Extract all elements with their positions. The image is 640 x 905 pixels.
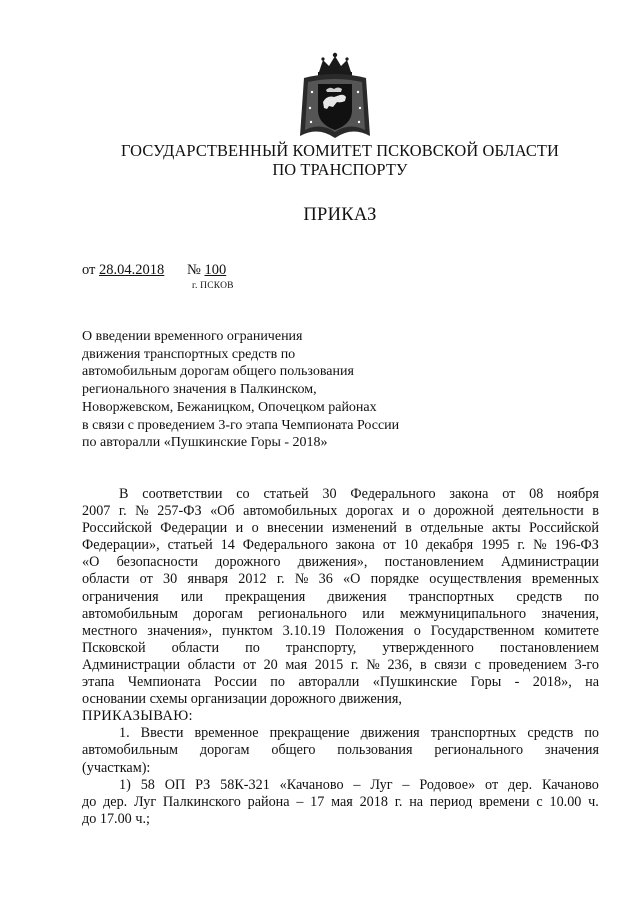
word: «Пушкинские (372, 674, 458, 691)
word: Администрации (500, 554, 599, 571)
word: 10 (403, 537, 418, 554)
organization-name-line2: ПО ТРАНСПОРТУ (272, 160, 408, 179)
word: внесении (267, 520, 324, 537)
word: г. (517, 537, 526, 554)
word: Псковской (82, 639, 146, 656)
word: Луг (370, 776, 393, 793)
word: 2018», (532, 674, 572, 691)
word: транспортных (408, 588, 495, 605)
subject-line: движения транспортных средств по (82, 346, 296, 362)
word: и (402, 503, 410, 520)
text-line (82, 589, 599, 606)
order-number (187, 262, 226, 279)
subject-line: Новоржевском, Бежаницком, Опочецком районах (82, 399, 377, 415)
city-label: г. ПСКОВ (192, 281, 234, 291)
text-line: (участкам): (82, 759, 151, 776)
word: Российской (529, 520, 599, 537)
word: г. (350, 656, 359, 673)
word: движения (327, 588, 387, 605)
word: в (405, 520, 412, 537)
word: проведением (488, 656, 567, 673)
preamble-paragraph (82, 486, 599, 708)
text-line (82, 606, 599, 623)
word: период (429, 793, 473, 810)
word: порядке (370, 571, 419, 588)
word: автомобильным (82, 742, 179, 759)
word: или (180, 588, 203, 605)
word: дорогам (193, 605, 243, 622)
word: безопасности (116, 554, 198, 571)
word: декабря (425, 537, 474, 554)
word: прекращение (269, 725, 350, 742)
subject-line: О введении временного ограничения (82, 329, 303, 344)
word: области (171, 639, 220, 656)
word: г. (276, 571, 285, 588)
word: РЗ (195, 776, 211, 793)
word: пунктом (221, 622, 273, 639)
clause-1-item-1 (82, 777, 599, 828)
word: отдельные (420, 520, 484, 537)
word: 196-ФЗ (554, 537, 599, 554)
word: транспорту, (285, 639, 357, 656)
word: 58К-321 (220, 776, 270, 793)
word: с (474, 656, 481, 673)
word: «О (82, 554, 100, 571)
word: движения (360, 725, 420, 742)
word: 257-ФЗ (157, 503, 202, 520)
text-line (82, 520, 599, 537)
word: «Качаново (279, 776, 344, 793)
word: № (135, 503, 149, 520)
word: движения», (297, 554, 368, 571)
word: на (585, 674, 599, 691)
word: - (514, 674, 520, 691)
word: до (82, 793, 97, 810)
word: Администрации (82, 656, 181, 673)
text-line: основании схемы организации дорожного движения, (82, 691, 402, 708)
word: временных (531, 571, 599, 588)
word: прекращения (225, 588, 306, 605)
word: о (413, 622, 421, 639)
word: – (353, 776, 361, 793)
word: от (502, 486, 516, 502)
word: дер. (508, 776, 533, 793)
word: Российской (82, 520, 152, 537)
word: средств (527, 725, 574, 742)
text-line: до 17.00 ч.; (82, 810, 150, 827)
word: утвержденного (382, 639, 474, 656)
subject-line: в связи с проведением 3-го этапа Чемпионата России (82, 417, 400, 433)
word: ноября (557, 486, 599, 502)
word: на (409, 793, 424, 810)
word: акты (491, 520, 521, 537)
word: Положения (335, 622, 404, 639)
word: связи (434, 656, 467, 673)
word: автомобильным (82, 605, 179, 622)
word: 30 (163, 571, 178, 588)
word: «О (343, 571, 361, 588)
word: области (187, 656, 236, 673)
word: 236, (387, 656, 413, 673)
word: о (251, 520, 259, 537)
word: г. (118, 503, 127, 520)
text-line (82, 537, 599, 554)
word: № (366, 656, 380, 673)
word: средств (516, 588, 563, 605)
word: дорогам (199, 742, 250, 759)
word: мая (285, 656, 308, 673)
word: постановлением (384, 554, 484, 571)
word: ОП (164, 776, 186, 793)
text-line (82, 657, 599, 674)
word: 2015 (314, 656, 344, 673)
word: дорожной (433, 503, 494, 520)
word: Луг (133, 793, 157, 810)
text-line (82, 794, 599, 811)
word: 3.10.19 (282, 622, 326, 639)
word: 20 (263, 656, 278, 673)
word: времени (479, 793, 530, 810)
subject-line: автомобильным дорогам общего пользования (82, 364, 354, 380)
word: В (119, 486, 129, 502)
text-line (82, 554, 599, 571)
text-line (82, 503, 599, 520)
date-prefix: от (82, 262, 96, 278)
word: области (82, 571, 130, 588)
word: транспортных (430, 725, 517, 742)
word: местного (82, 622, 138, 639)
organization-name-line1: ГОСУДАРСТВЕННЫЙ КОМИТЕТ ПСКОВСКОЙ ОБЛАСТИ (121, 141, 559, 160)
word: с (536, 793, 543, 810)
word: значения, (541, 605, 599, 622)
word: 1995 (481, 537, 510, 554)
text-line (82, 674, 599, 691)
word: регионального (434, 742, 524, 759)
word: соответствии (142, 486, 223, 502)
text-line (82, 725, 599, 742)
word: 14 (220, 537, 235, 554)
word: от (485, 776, 499, 793)
text-line (82, 777, 599, 794)
word: Федерации (160, 520, 228, 537)
word: закона (335, 537, 375, 554)
word: постановлением (499, 639, 599, 656)
word: 58 (140, 776, 155, 793)
word: общего (271, 742, 316, 759)
order-keyword: ПРИКАЗЫВАЮ: (82, 708, 193, 725)
document-type-title: ПРИКАЗ (303, 205, 377, 225)
word: – (402, 776, 410, 793)
word: регионального (258, 605, 347, 622)
word: автомобильных (243, 503, 338, 520)
order-date (82, 262, 164, 279)
order-body (82, 486, 599, 828)
word: 2012 (238, 571, 267, 588)
word: России (214, 674, 257, 691)
subject-line: по авторалли «Пушкинские Горы - 2018» (82, 435, 328, 451)
number-value: 100 (204, 262, 227, 278)
word: 2007 (82, 503, 111, 520)
word: № (533, 537, 547, 554)
word: Чемпионата (127, 674, 201, 691)
word: по (584, 588, 599, 605)
number-prefix: № (187, 262, 201, 278)
word: по (584, 725, 599, 742)
word: № (294, 571, 309, 588)
word: 1. (119, 725, 130, 742)
word: Федерального (350, 486, 436, 502)
word: в (419, 656, 427, 673)
word: мая (331, 793, 353, 810)
word: или (362, 605, 385, 622)
word: со (236, 486, 250, 502)
word: изменений (331, 520, 397, 537)
word: о (418, 503, 426, 520)
word: Ввести (140, 725, 184, 742)
word: ч. (588, 793, 599, 810)
word: 17 (310, 793, 325, 810)
word: межмуниципального (399, 605, 527, 622)
word: по (245, 639, 260, 656)
clause-1 (82, 725, 599, 776)
word: 10.00 (549, 793, 582, 810)
word: и (235, 520, 244, 537)
word: значения (544, 742, 599, 759)
word: от (139, 571, 153, 588)
word: января (187, 571, 228, 588)
text-line (82, 623, 599, 640)
word: осуществления (429, 571, 522, 588)
word: деятельности (502, 503, 584, 520)
word: временное (194, 725, 259, 742)
word: Родовое» (419, 776, 476, 793)
word: Горы (470, 674, 502, 691)
word: в (592, 503, 599, 520)
word: комитете (544, 622, 599, 639)
word: этапа (82, 674, 115, 691)
word: статьей (263, 486, 309, 502)
word: 08 (529, 486, 544, 502)
word: 2018 (359, 793, 388, 810)
text-line (82, 742, 599, 759)
word: Качаново (542, 776, 599, 793)
word: «Об (210, 503, 235, 520)
word: 1) (119, 776, 131, 793)
word: Федерации», (82, 537, 160, 554)
word: Государственном (430, 622, 535, 639)
text-line (82, 571, 599, 588)
word: 3-го (574, 656, 599, 673)
coat-of-arms-icon (296, 52, 374, 142)
word: – (296, 793, 304, 810)
word: от (242, 656, 256, 673)
word: авторалли (298, 674, 360, 691)
word: 36 (318, 571, 333, 588)
word: закона (449, 486, 489, 502)
word: дорожного (215, 554, 281, 571)
word: пользования (337, 742, 413, 759)
word: 30 (322, 486, 337, 502)
word: Федерального (242, 537, 328, 554)
subject-line: регионального значения в Палкинском, (82, 382, 317, 398)
date-value: 28.04.2018 (99, 262, 165, 278)
word: дорогах (345, 503, 394, 520)
word: от (382, 537, 396, 554)
word: по (270, 674, 285, 691)
word: дер. (103, 793, 128, 810)
text-line (82, 486, 599, 503)
text-line (82, 640, 599, 657)
word: района (247, 793, 290, 810)
word: статьей (167, 537, 213, 554)
word: ограничения (82, 588, 159, 605)
word: значения», (147, 622, 213, 639)
word: г. (394, 793, 403, 810)
word: Палкинского (162, 793, 241, 810)
order-subject (82, 328, 399, 452)
